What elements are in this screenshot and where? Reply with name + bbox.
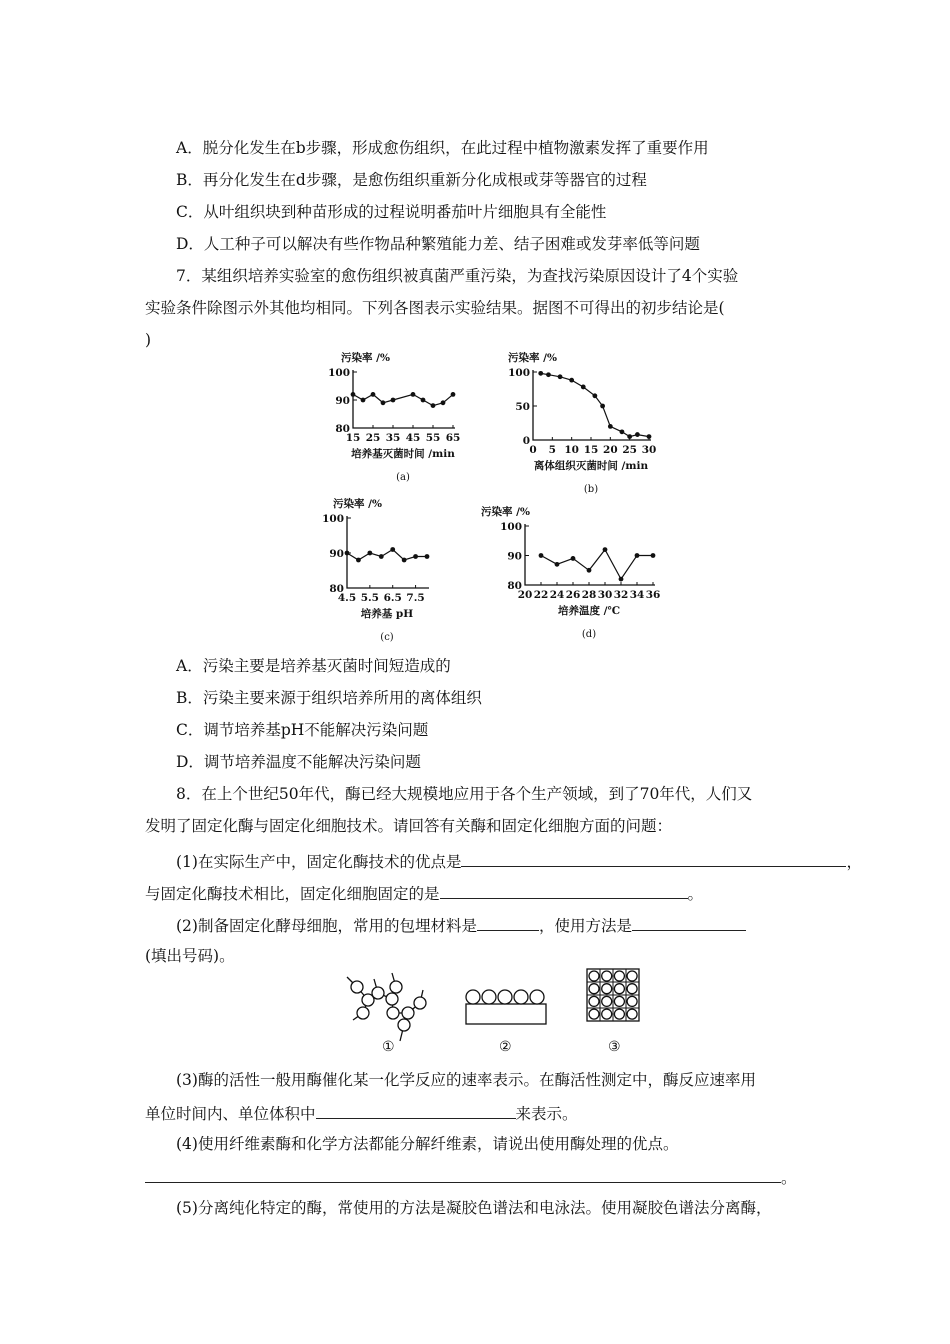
chart-point — [592, 393, 597, 398]
chart-xtick-label: 5 — [548, 444, 556, 456]
chart-point — [603, 547, 608, 552]
chart-point — [451, 392, 456, 397]
q8-part1-answer-blank[interactable] — [461, 850, 846, 867]
q6-option-c: C．从叶组织块到种苗形成的过程说明番茄叶片细胞具有全能性 — [176, 203, 607, 221]
chart-point — [538, 371, 543, 376]
chart-point — [635, 432, 640, 437]
chart-ylabel: 污染率 /% — [481, 506, 530, 518]
q8-part4-answer — [145, 1166, 797, 1188]
chart-point — [619, 577, 624, 582]
q6-option-b: B．再分化发生在d步骤，是愈伤组织重新分化成根或芽等器官的过程 — [176, 171, 647, 189]
q8-part4-answer-blank[interactable] — [145, 1166, 781, 1183]
q6-option-a: A．脱分化发生在b步骤，形成愈伤组织，在此过程中植物激素发挥了重要作用 — [176, 139, 709, 157]
grid-cell — [614, 984, 624, 994]
chart-point — [647, 434, 652, 439]
chart-xtick-label: 65 — [445, 432, 461, 444]
chart-point — [411, 392, 416, 397]
chart-point — [390, 547, 395, 552]
chart-ytick-label: 90 — [507, 550, 522, 563]
chart-point — [608, 424, 613, 429]
chart-point — [569, 378, 574, 383]
method-1-diagram — [347, 973, 426, 1041]
chart-panel-label: (c) — [380, 632, 394, 643]
chart-xtick-label: 25 — [365, 432, 381, 444]
chart-xtick-label: 15 — [583, 444, 599, 456]
q8-part1b-answer-blank[interactable] — [440, 882, 688, 899]
chart-panel-label: (d) — [581, 629, 597, 640]
chart-series-line — [541, 373, 649, 436]
chart-point — [413, 554, 418, 559]
chart-ytick-label: 80 — [507, 580, 522, 592]
q8-part2-line2: (填出号码)。 — [145, 947, 235, 965]
grid-cell — [602, 971, 612, 981]
q8-part3-line2 — [145, 1102, 578, 1124]
q6-option-d: D．人工种子可以解决有些作物品种繁殖能力差、结子困难或发芽率低等问题 — [176, 235, 700, 253]
method-3-diagram — [587, 969, 639, 1021]
chart-xtick-label: 25 — [622, 444, 637, 456]
chart-point — [620, 429, 625, 434]
grid-cell — [614, 971, 624, 981]
q7-stem-line3: ) — [145, 331, 152, 349]
q8-intro-line1: 8．在上个世纪50年代，酶已经大规模地应用于各个生产领域，到了70年代，人们又 — [176, 785, 753, 803]
chart-point — [431, 403, 436, 408]
chart-point — [402, 558, 407, 563]
q8-part1b — [145, 882, 703, 904]
chart-point — [441, 400, 446, 405]
chart-xtick-label: 26 — [565, 589, 581, 601]
q8-part4-end: 。 — [781, 1169, 797, 1187]
chart-ytick-label: 100 — [500, 521, 522, 533]
grid-cell — [589, 971, 599, 981]
q8-part4: (4)使用纤维素酶和化学方法都能分解纤维素，请说出使用酶处理的优点。 — [176, 1135, 679, 1153]
q7-option-d: D．调节培养温度不能解决污染问题 — [176, 753, 421, 771]
method-1-label: ① — [382, 1039, 395, 1055]
chart-xtick-label: 7.5 — [406, 592, 425, 604]
chart-point — [571, 556, 576, 561]
chart-ytick-label: 90 — [329, 548, 344, 560]
chart-3 — [322, 497, 429, 643]
q7-option-c: C．调节培养基pH不能解决污染问题 — [176, 721, 429, 739]
immobilization-methods-figure — [0, 965, 950, 1055]
q8-part2-text: (2)制备固定化酵母细胞，常用的包埋材料是 — [176, 917, 477, 935]
chart-point — [345, 551, 350, 556]
chart-xtick-label: 5.5 — [360, 592, 379, 604]
chart-point — [379, 554, 384, 559]
chart-xtick-label: 35 — [385, 432, 401, 444]
chart-point — [635, 553, 640, 558]
grid-cell — [627, 971, 637, 981]
chart-point — [361, 398, 366, 403]
q7-option-a: A．污染主要是培养基灭菌时间短造成的 — [176, 657, 451, 675]
q7-stem-line1: 7．某组织培养实验室的愈伤组织被真菌严重污染，为查找污染原因设计了4个实验 — [176, 267, 739, 285]
chart-xtick-label: 22 — [533, 589, 549, 601]
chart-point — [371, 392, 376, 397]
chart-point — [558, 374, 563, 379]
chart-ytick-label: 90 — [335, 395, 350, 407]
chart-ytick-label: 100 — [328, 367, 350, 379]
chart-point — [356, 558, 361, 563]
method-3-label: ③ — [608, 1039, 621, 1055]
chart-point — [425, 554, 430, 559]
chart-point — [546, 372, 551, 377]
method-2-label: ② — [499, 1039, 512, 1055]
chart-point — [381, 400, 386, 405]
chart-point — [391, 398, 396, 403]
chart-axes — [353, 370, 455, 428]
chart-xtick-label: 45 — [405, 432, 421, 444]
q8-part2-material-blank[interactable] — [477, 914, 539, 931]
chart-xlabel: 培养基灭菌时间 /min — [351, 448, 455, 460]
chart-ylabel: 污染率 /% — [508, 352, 557, 364]
q8-part1-text: (1)在实际生产中，固定化酶技术的优点是 — [176, 853, 462, 871]
chart-ylabel: 污染率 /% — [341, 352, 390, 364]
grid-cell — [602, 984, 612, 994]
q8-part1 — [176, 850, 862, 872]
chart-point — [351, 392, 356, 397]
chart-ytick-label: 100 — [508, 367, 530, 379]
q8-part3-answer-blank[interactable] — [316, 1102, 516, 1119]
grid-cell — [602, 1009, 612, 1019]
chart-point — [651, 553, 656, 558]
q8-part2-method-blank[interactable] — [632, 914, 746, 931]
q7-charts — [0, 345, 950, 645]
q8-part2 — [176, 914, 746, 936]
chart-xlabel: 离体组织灭菌时间 /min — [533, 460, 649, 472]
grid-cell — [589, 1009, 599, 1019]
chart-xtick-label: 15 — [345, 432, 361, 444]
q8-intro-line2: 发明了固定化酶与固定化细胞技术。请回答有关酶和固定化细胞方面的问题： — [145, 817, 673, 835]
chart-point — [367, 551, 372, 556]
chart-ytick-label: 80 — [335, 423, 350, 435]
chart-xtick-label: 32 — [613, 589, 629, 601]
q7-option-b: B．污染主要来源于组织培养所用的离体组织 — [176, 689, 482, 707]
chart-series-line — [353, 394, 453, 405]
chart-xtick-label: 36 — [645, 589, 661, 601]
chart-xtick-label: 30 — [597, 589, 613, 601]
chart-point — [600, 404, 605, 409]
chart-ytick-label: 100 — [322, 513, 344, 525]
grid-cell — [614, 1009, 624, 1019]
chart-xlabel: 培养基 pH — [360, 608, 414, 620]
q8-part3-end: 来表示。 — [515, 1105, 578, 1123]
q8-part2-mid: ，使用方法是 — [538, 917, 632, 935]
chart-xtick-label: 28 — [581, 589, 597, 601]
chart-point — [539, 553, 544, 558]
chart-xtick-label: 0 — [529, 444, 537, 456]
chart-xtick-label: 30 — [641, 444, 657, 456]
chart-2 — [508, 351, 656, 495]
chart-xtick-label: 10 — [564, 444, 579, 456]
chart-xtick-label: 55 — [425, 432, 441, 444]
grid-cell — [614, 996, 624, 1006]
chart-4 — [481, 505, 660, 640]
chart-xtick-label: 4.5 — [337, 592, 357, 604]
chart-ytick-label: 80 — [329, 583, 344, 595]
chart-ytick-label: 50 — [515, 401, 530, 413]
chart-panel-label: (a) — [396, 472, 410, 483]
grid-cell — [589, 984, 599, 994]
chart-point — [627, 434, 632, 439]
chart-xtick-label: 20 — [517, 589, 533, 601]
chart-ylabel: 污染率 /% — [333, 498, 382, 510]
chart-point — [587, 568, 592, 573]
grid-cell — [627, 996, 637, 1006]
method-2-diagram — [466, 990, 546, 1024]
grid-cell — [627, 984, 637, 994]
chart-xtick-label: 20 — [603, 444, 618, 456]
chart-xtick-label: 6.5 — [383, 592, 402, 604]
chart-xtick-label: 34 — [629, 589, 645, 601]
chart-point — [581, 385, 586, 390]
q8-part5: (5)分离纯化特定的酶，常使用的方法是凝胶色谱法和电泳法。使用凝胶色谱法分离酶， — [176, 1199, 772, 1217]
q8-part1-end: ， — [846, 853, 862, 871]
q8-part3-line1: (3)酶的活性一般用酶催化某一化学反应的速率表示。在酶活性测定中，酶反应速率用 — [176, 1071, 756, 1089]
chart-point — [421, 398, 426, 403]
q8-part1b-text: 与固定化酶技术相比，固定化细胞固定的是 — [145, 885, 440, 903]
chart-panel-label: (b) — [583, 484, 599, 495]
grid-cell — [627, 1009, 637, 1019]
q7-stem-line2: 实验条件除图示外其他均相同。下列各图表示实验结果。据图不可得出的初步结论是( — [145, 299, 725, 317]
grid-cell — [589, 996, 599, 1006]
chart-xtick-label: 24 — [549, 589, 565, 601]
chart-axes — [533, 370, 651, 440]
grid-cell — [602, 996, 612, 1006]
chart-point — [555, 562, 560, 567]
q8-part1b-end: 。 — [687, 885, 704, 903]
chart-ytick-label: 0 — [522, 435, 530, 447]
chart-1 — [328, 351, 460, 483]
chart-xlabel: 培养温度 /℃ — [557, 605, 621, 617]
q8-part3-text: 单位时间内、单位体积中 — [145, 1105, 316, 1123]
